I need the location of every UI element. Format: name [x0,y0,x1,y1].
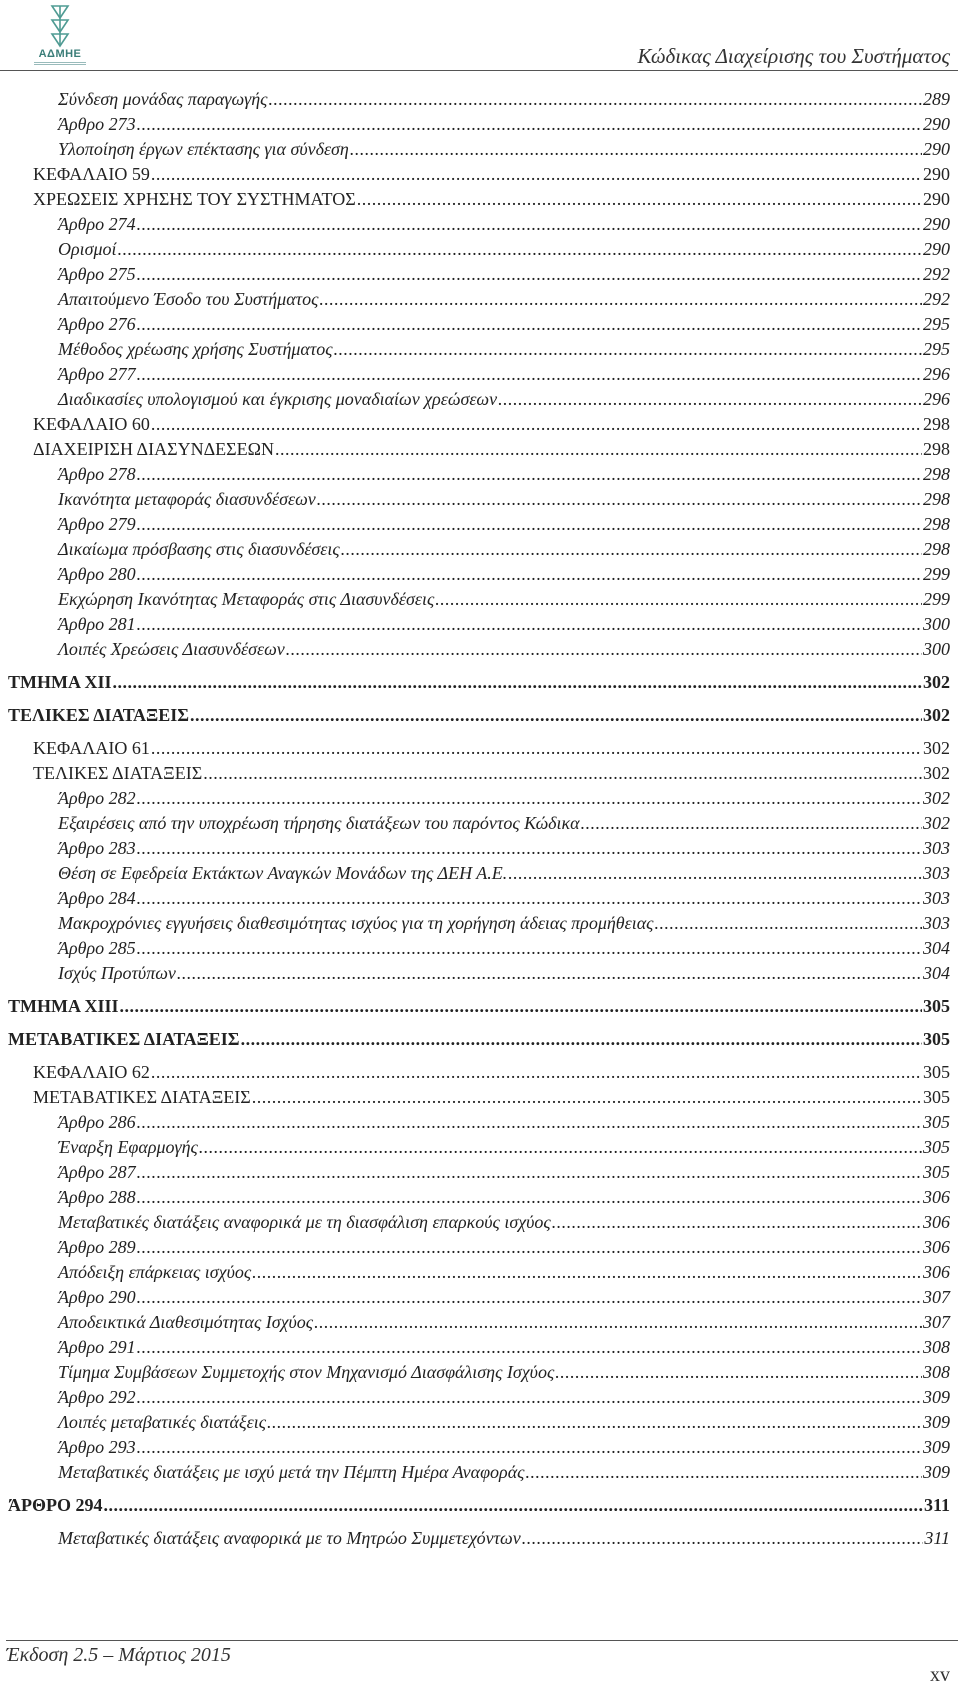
toc-entry-title: Απόδειξη επάρκειας ισχύος [58,1262,252,1282]
toc-page-number: 295 [923,339,950,359]
footer-divider [6,1640,958,1641]
toc-entry-title: ΧΡΕΩΣΕΙΣ ΧΡΗΣΗΣ ΤΟΥ ΣΥΣΤΗΜΑΤΟΣ [33,189,356,209]
toc-page-number: 304 [923,963,950,983]
toc-entry-title: Άρθρο 273 [58,114,136,134]
toc-dot-leader [151,163,922,185]
toc-dot-leader [341,538,922,560]
toc-page-number: 307 [923,1287,950,1307]
toc-page-number: 305 [923,996,950,1016]
toc-dot-leader [137,613,922,635]
logo-text: ΑΔΜΗΕ [38,48,82,60]
toc-page-number: 302 [923,763,950,783]
toc-page-number: 300 [923,639,950,659]
toc-dot-leader [151,1061,922,1083]
toc-entry[interactable] [58,1136,950,1158]
toc-entry[interactable] [58,88,950,110]
toc-dot-leader [137,1186,922,1208]
toc-entry-title: Λοιπές Χρεώσεις Διασυνδέσεων [58,639,285,659]
toc-entry[interactable] [33,762,950,784]
toc-page-number: 299 [923,589,950,609]
toc-dot-leader [137,363,922,385]
toc-dot-leader [137,113,922,135]
toc-page-number: 298 [923,414,950,434]
toc-entry[interactable] [58,1286,950,1308]
toc-page-number: 305 [923,1062,950,1082]
toc-entry-title: Άρθρο 281 [58,614,136,634]
toc-entry[interactable] [33,188,950,210]
toc-dot-leader [151,413,922,435]
toc-page-number: 305 [923,1029,950,1049]
toc-entry-title: Άρθρο 286 [58,1112,136,1132]
logo-emblem-icon [30,4,90,48]
toc-page-number: 311 [924,1528,950,1548]
toc-page-number: 306 [923,1237,950,1257]
toc-entry-title: Άρθρο 277 [58,364,136,384]
toc-page-number: 303 [923,913,950,933]
toc-entry[interactable] [58,238,950,260]
toc-entry-title: ΔΙΑΧΕΙΡΙΣΗ ΔΙΑΣΥΝΔΕΣΕΩΝ [33,439,275,459]
toc-page-number: 309 [923,1462,950,1482]
toc-entry-title: Θέση σε Εφεδρεία Εκτάκτων Αναγκών Μονάδων της ΔΕΗ Α.Ε. [58,863,508,883]
toc-entry[interactable] [58,313,950,335]
toc-entry-title: Διαδικασίες υπολογισμού και έγκρισης μοναδιαίων χρεώσεων [58,389,498,409]
toc-page-number: 305 [923,1112,950,1132]
toc-entry[interactable] [58,1111,950,1133]
toc-entry-title: ΚΕΦΑΛΑΙΟ 59 [33,164,150,184]
toc-dot-leader [137,1386,922,1408]
toc-entry-title: Άρθρο 284 [58,888,136,908]
toc-page-number: 302 [923,705,950,725]
toc-page-number: 303 [923,838,950,858]
toc-dot-leader [203,762,922,784]
toc-page-number: 298 [923,514,950,534]
toc-entry[interactable] [58,1186,950,1208]
toc-entry[interactable] [58,1236,950,1258]
toc-entry-title: Λοιπές μεταβατικές διατάξεις [58,1412,267,1432]
toc-entry[interactable] [33,737,950,759]
toc-entry[interactable] [58,1311,950,1333]
toc-entry[interactable] [58,937,950,959]
page-header [0,0,960,74]
toc-entry-title: Ισχύς Προτύπων [58,963,176,983]
header-divider [0,70,958,71]
toc-entry-title: Άρθρο 283 [58,838,136,858]
toc-entry[interactable] [8,704,950,726]
toc-dot-leader [286,638,922,660]
toc-dot-leader [357,188,922,210]
toc-page-number: 306 [923,1187,950,1207]
toc-dot-leader [317,488,922,510]
toc-dot-leader [137,1336,922,1358]
toc-dot-leader [137,263,922,285]
toc-dot-leader [252,1086,922,1108]
toc-page-number: 290 [923,189,950,209]
toc-entry-title: Τίμημα Συμβάσεων Συμμετοχής στον Μηχανισμό Διασφάλισης Ισχύος [58,1362,555,1382]
toc-dot-leader [137,213,922,235]
toc-dot-leader [190,704,922,726]
toc-dot-leader [137,1161,922,1183]
toc-page-number: 290 [923,214,950,234]
toc-entry[interactable] [8,1494,950,1516]
toc-entry-title: Έναρξη Εφαρμογής [58,1137,198,1157]
toc-entry-title: Άρθρο 287 [58,1162,136,1182]
toc-entry[interactable] [58,962,950,984]
toc-entry-title: Άρθρο 278 [58,464,136,484]
toc-dot-leader [137,787,922,809]
toc-entry[interactable] [58,513,950,535]
toc-entry[interactable] [8,995,950,1017]
toc-entry-title: Απαιτούμενο Έσοδο του Συστήματος [58,289,319,309]
page-number: xv [930,1664,950,1686]
toc-dot-leader [508,862,922,884]
toc-page-number: 309 [923,1412,950,1432]
toc-entry[interactable] [33,1061,950,1083]
toc-entry-title: Άρθρο 282 [58,788,136,808]
toc-dot-leader [581,812,922,834]
toc-entry-title: Ικανότητα μεταφοράς διασυνδέσεων [58,489,316,509]
toc-entry-title: Άρθρο 291 [58,1337,136,1357]
toc-dot-leader [104,1494,923,1516]
toc-page-number: 290 [923,139,950,159]
toc-dot-leader [151,737,922,759]
toc-entry-title: Άρθρο 275 [58,264,136,284]
toc-entry-title: Εκχώρηση Ικανότητας Μεταφοράς στις Διασυνδέσεις [58,589,435,609]
toc-dot-leader [525,1461,922,1483]
toc-entry[interactable] [33,163,950,185]
toc-page-number: 304 [923,938,950,958]
toc-page-number: 292 [923,289,950,309]
toc-entry-title: Άρθρο 290 [58,1287,136,1307]
toc-entry-title: Μεταβατικές διατάξεις αναφορικά με τη διασφάλιση επαρκούς ισχύος [58,1212,551,1232]
toc-entry-title: Άρθρο 280 [58,564,136,584]
toc-entry-title: Άρθρο 279 [58,514,136,534]
toc-page-number: 311 [923,1495,950,1515]
toc-page-number: 296 [923,389,950,409]
toc-entry[interactable] [58,812,950,834]
toc-dot-leader [199,1136,922,1158]
toc-entry[interactable] [58,862,950,884]
toc-dot-leader [555,1361,922,1383]
toc-entry-title: ΤΕΛΙΚΕΣ ΔΙΑΤΑΞΕΙΣ [33,763,203,783]
toc-entry-title: Ορισμοί [58,239,117,259]
toc-dot-leader [137,937,922,959]
document-title: Κώδικας Διαχείρισης του Συστήματος [637,44,950,68]
toc-entry[interactable] [33,1086,950,1108]
toc-entry-title: ΆΡΘΡΟ 294 [8,1495,103,1515]
toc-entry[interactable] [58,213,950,235]
toc-entry-title: Άρθρο 285 [58,938,136,958]
toc-dot-leader [120,995,922,1017]
toc-page-number: 308 [923,1362,950,1382]
toc-entry[interactable] [58,588,950,610]
toc-dot-leader [241,1028,922,1050]
toc-page-number: 302 [923,738,950,758]
toc-page-number: 303 [923,888,950,908]
toc-dot-leader [314,1311,922,1333]
toc-entry-title: Άρθρο 288 [58,1187,136,1207]
toc-entry[interactable] [58,912,950,934]
toc-entry[interactable] [58,1336,950,1358]
toc-page-number: 290 [923,114,950,134]
toc-entry-title: Δικαίωμα πρόσβασης στις διασυνδέσεις [58,539,340,559]
toc-entry-title: Μεταβατικές διατάξεις αναφορικά με το Μητρώο Συμμετεχόντων [58,1528,521,1548]
toc-entry-title: Άρθρο 276 [58,314,136,334]
toc-entry[interactable] [58,138,950,160]
toc-entry[interactable] [8,671,950,693]
toc-entry-title: ΤΜΗΜΑ XIII [8,996,119,1016]
toc-entry-title: Άρθρο 289 [58,1237,136,1257]
toc-page-number: 298 [923,539,950,559]
logo-subtitle-lines [30,61,90,67]
toc-page-number: 302 [923,672,950,692]
toc-entry[interactable] [58,538,950,560]
toc-entry[interactable] [58,488,950,510]
toc-dot-leader [350,138,922,160]
toc-dot-leader [137,513,922,535]
toc-entry-title: ΜΕΤΑΒΑΤΙΚΕΣ ΔΙΑΤΑΞΕΙΣ [8,1029,240,1049]
toc-entry[interactable] [58,1411,950,1433]
toc-page-number: 309 [923,1387,950,1407]
toc-dot-leader [113,671,923,693]
toc-dot-leader [137,1436,922,1458]
toc-page-number: 299 [923,564,950,584]
toc-page-number: 305 [923,1087,950,1107]
toc-dot-leader [137,1286,922,1308]
toc-dot-leader [275,438,922,460]
toc-dot-leader [435,588,922,610]
toc-entry-title: ΜΕΤΑΒΑΤΙΚΕΣ ΔΙΑΤΑΞΕΙΣ [33,1087,251,1107]
toc-page-number: 289 [923,89,950,109]
toc-entry-title: Άρθρο 274 [58,214,136,234]
toc-entry[interactable] [58,1261,950,1283]
toc-page-number: 305 [923,1162,950,1182]
toc-dot-leader [137,313,922,335]
toc-dot-leader [137,1236,922,1258]
toc-dot-leader [319,288,922,310]
toc-entry[interactable] [58,563,950,585]
toc-entry[interactable] [8,1028,950,1050]
toc-page-number: 296 [923,364,950,384]
toc-page-number: 290 [923,239,950,259]
toc-dot-leader [137,563,922,585]
toc-page-number: 298 [923,439,950,459]
toc-page-number: 302 [923,813,950,833]
toc-entry[interactable] [58,1527,950,1549]
toc-page-number: 306 [923,1262,950,1282]
toc-page-number: 292 [923,264,950,284]
toc-entry-title: Μακροχρόνιες εγγυήσεις διαθεσιμότητας ισχύος για τη χορήγηση άδειας προμήθειας [58,913,654,933]
toc-entry[interactable] [33,413,950,435]
toc-page-number: 298 [923,464,950,484]
toc-dot-leader [552,1211,922,1233]
toc-entry[interactable] [58,1361,950,1383]
toc-entry-title: Υλοποίηση έργων επέκτασης για σύνδεση [58,139,349,159]
toc-entry[interactable] [58,1461,950,1483]
toc-entry[interactable] [58,613,950,635]
toc-dot-leader [654,912,922,934]
admie-logo [30,4,90,70]
toc-page-number: 302 [923,788,950,808]
toc-entry-title: ΤΕΛΙΚΕΣ ΔΙΑΤΑΞΕΙΣ [8,705,189,725]
toc-dot-leader [522,1527,924,1549]
toc-dot-leader [498,388,922,410]
toc-page-number: 295 [923,314,950,334]
toc-page-number: 306 [923,1212,950,1232]
toc-entry[interactable] [58,887,950,909]
toc-dot-leader [252,1261,922,1283]
toc-page-number: 303 [923,863,950,883]
toc-dot-leader [137,887,922,909]
toc-entry-title: Σύνδεση μονάδας παραγωγής [58,89,268,109]
toc-entry-title: ΚΕΦΑΛΑΙΟ 60 [33,414,150,434]
toc-dot-leader [177,962,922,984]
toc-dot-leader [137,1111,922,1133]
toc-entry[interactable] [58,338,950,360]
toc-entry[interactable] [58,638,950,660]
toc-entry-title: ΚΕΦΑΛΑΙΟ 62 [33,1062,150,1082]
toc-page-number: 298 [923,489,950,509]
toc-page-number: 308 [923,1337,950,1357]
toc-entry-title: Αποδεικτικά Διαθεσιμότητας Ισχύος [58,1312,314,1332]
toc-dot-leader [267,1411,922,1433]
toc-entry-title: ΤΜΗΜΑ XII [8,672,112,692]
toc-entry[interactable] [58,1436,950,1458]
toc-dot-leader [269,88,923,110]
toc-entry[interactable] [58,263,950,285]
toc-entry[interactable] [58,463,950,485]
toc-entry[interactable] [58,363,950,385]
toc-entry[interactable] [58,787,950,809]
toc-page-number: 309 [923,1437,950,1457]
toc-entry[interactable] [58,388,950,410]
toc-entry-title: ΚΕΦΑΛΑΙΟ 61 [33,738,150,758]
toc-entry[interactable] [58,1161,950,1183]
toc-entry-title: Μέθοδος χρέωσης χρήσης Συστήματος [58,339,333,359]
toc-entry[interactable] [58,1386,950,1408]
toc-entry[interactable] [58,837,950,859]
toc-entry[interactable] [58,113,950,135]
toc-entry[interactable] [33,438,950,460]
toc-entry[interactable] [58,1211,950,1233]
toc-page-number: 300 [923,614,950,634]
toc-entry[interactable] [58,288,950,310]
toc-entry-title: Άρθρο 293 [58,1437,136,1457]
toc-page-number: 290 [923,164,950,184]
toc-dot-leader [334,338,922,360]
toc-entry-title: Εξαιρέσεις από την υποχρέωση τήρησης διατάξεων του παρόντος Κώδικα [58,813,580,833]
toc-dot-leader [118,238,922,260]
toc-dot-leader [137,837,922,859]
toc-entry-title: Μεταβατικές διατάξεις με ισχύ μετά την Πέμπτη Ημέρα Αναφοράς [58,1462,525,1482]
toc-page-number: 307 [923,1312,950,1332]
toc-dot-leader [137,463,922,485]
toc-page-number: 305 [923,1137,950,1157]
toc-entry-title: Άρθρο 292 [58,1387,136,1407]
edition-label: Έκδοση 2.5 – Μάρτιος 2015 [6,1644,231,1666]
